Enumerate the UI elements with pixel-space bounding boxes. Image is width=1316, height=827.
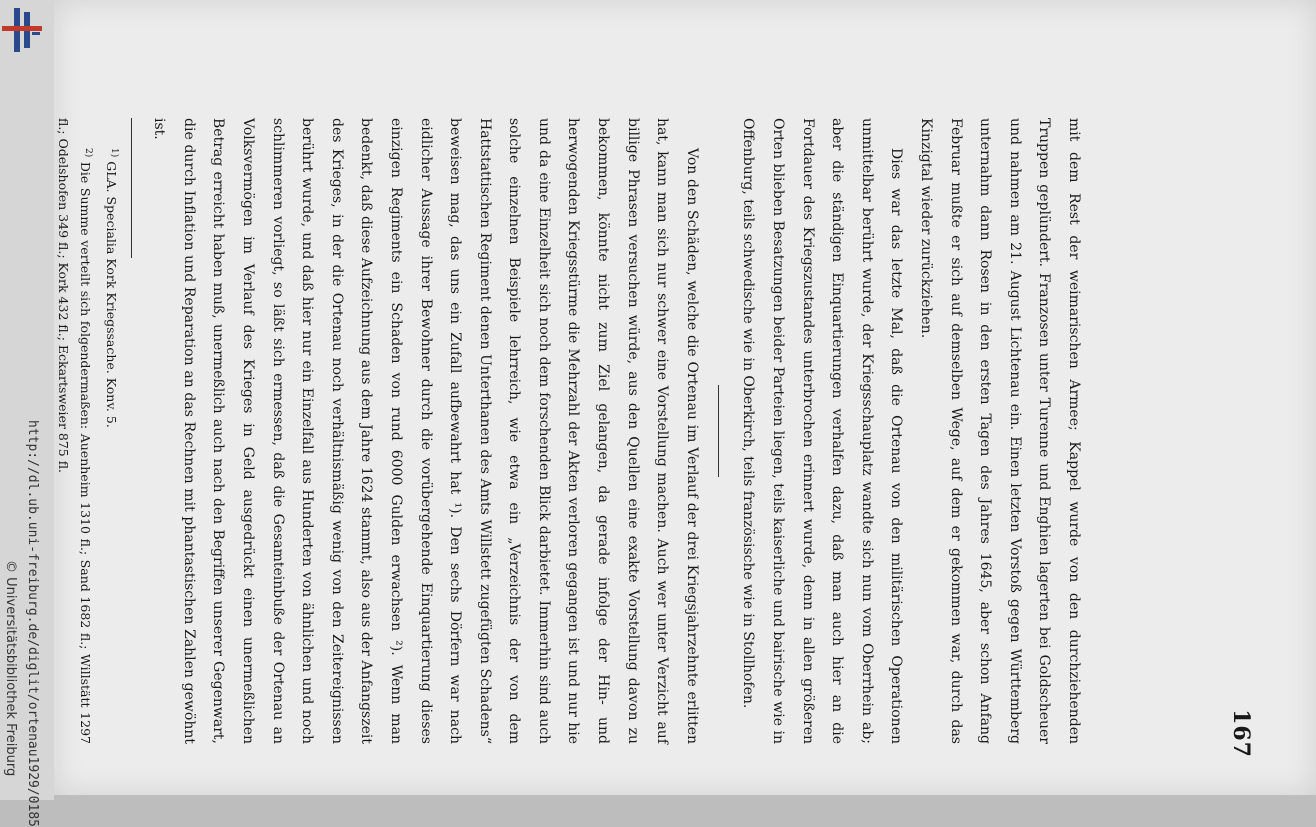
footnote-mark: 2) (83, 148, 94, 158)
footnote-text: Die Summe verteilt sich folgendermaßen: Auenheim 1310 fl.; Sand 1682 fl.; Willstätt 1297 fl.; Odelshofen 349 fl.; Kork 432 fl.; Eckartsweier 875 fl. (56, 118, 94, 744)
footnote-text: GLA. Specialia Kork Kriegssache. Konv. 5. (103, 161, 119, 428)
paragraph: Dies war das letzte Mal, daß die Ortenau von den militärischen Operationen unmittelbar berührt wurde, der Kriegsschauplatz wandte sich nun vom Oberrhein ab; aber die ständigen Einquartierungen verhalfen dazu, daß man auch hier an die Fortdauer des Kriegszustandes unterbrochen erinnert wurde, denn in allen größeren Orten blieben Besatzungen beider Parteien liegen, teils kaiserliche und bairische wie in Offenburg, teils schwedische wie in Oberkirch, teils französische wie in Stollhofen. (740, 118, 905, 744)
page-number: 167 (1228, 709, 1254, 758)
ub-freiburg-logo-icon (2, 8, 42, 52)
body-text (52, 118, 1088, 744)
source-url: http://dl.ub.uni-freiburg.de/diglit/ortenau1929/0185 (25, 420, 40, 827)
paragraph: mit dem Rest der weimarischen Armee; Kappel wurde von den durchziehenden Truppen geplündert. Franzosen unter Turenne und Enghien lagerten bei Goldscheuer und nahmen am 21. August Lichtenau ein. Einen letzten Vorstoß gegen Württemberg unternahm dann Rosen in den ersten Tagen des Jahres 1645, aber schon Anfang Februar mußte er sich auf demselben Wege, auf dem er gekommen war, durch das Kinzigtal wieder zurückziehen. (918, 118, 1082, 744)
footnote-divider (131, 118, 132, 258)
footnote (52, 118, 99, 744)
viewer-sidebar (0, 0, 54, 827)
paragraph: Von den Schäden, welche die Ortenau im Verlauf der drei Kriegsjahrzehnte erlitten hat, kann man sich nur schwer eine Vorstellung machen. Auch wer unter Verzicht auf billige Phrasen versuchen würde, aus den Quellen eine exakte Vorstellung davon zu bekommen, könnte nicht zum Ziel gelangen, da gerade infolge der Hin- und herwogenden Kriegsstürme die Mehrzahl der Akten verloren gegangen ist und nur hie und da eine Einzelheit sich noch dem forschenden Blick darbietet. Immerhin sind auch solche einzelnen Beispiele lehrreich, wie etwa ein „Verzeichnis der von dem Hattstattischen Regiment denen Unterthanen des Amts Willstett zugefügten Schadens“ beweisen mag, das uns ein Zufall aufbewahrt hat ¹). Den sechs Dörfern war nach eidlicher Aussage ihrer Bewohner durch die vorübergehende Einquartierung dieses einzigen Regiments ein Schaden von rund 6000 Gulden erwachsen ²). Wenn man bedenkt, daß diese Aufzeichnung aus dem Jahre 1624 stammt, also aus der Anfangszeit des Krieges, in der die Ortenau noch verhältnismäßig wenig von den Zeitereignissen berührt wurde, und daß hier nur ein Einzelfall aus Hunderten von ähnlichen und noch schlimmeren vorliegt, so läßt sich ermessen, daß die Gesamteinbuße der Ortenau an Volksvermögen im Verlauf des Krieges in Geld ausgedrückt einen unermeßlichen Betrag erreicht haben muß, unermeßlich auch nach den Begriffen unserer Gegenwart, die durch Inflation und Reparation an das Rechnen mit phantastischen Zahlen gewöhnt ist. (151, 118, 700, 744)
footnote (99, 118, 124, 744)
section-divider (718, 385, 719, 477)
footnote-mark: 1) (108, 148, 119, 158)
page-content (54, 0, 1316, 800)
copyright-notice: © Universitätsbibliothek Freiburg (3, 560, 18, 777)
